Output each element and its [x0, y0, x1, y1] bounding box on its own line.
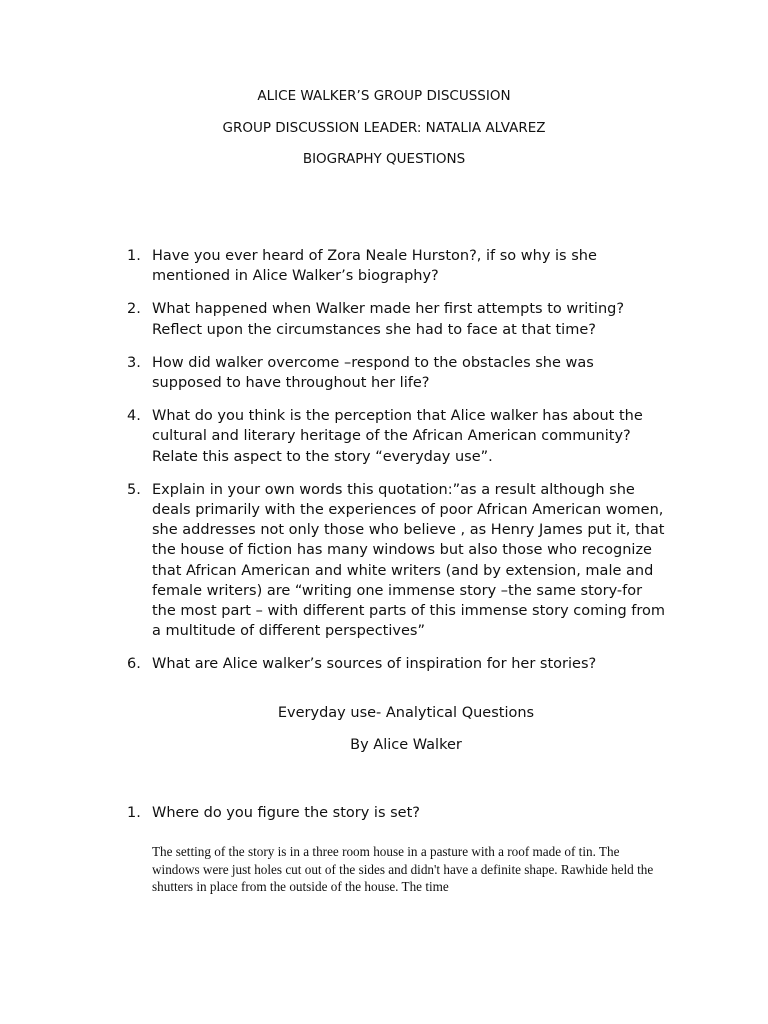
question-text: Where do you figure the story is set? — [152, 805, 420, 821]
item-number: 5. — [127, 481, 141, 498]
discussion-leader: GROUP DISCUSSION LEADER: NATALIA ALVAREZ — [222, 120, 546, 136]
item-number: 6. — [127, 656, 141, 673]
question-text: What do you think is the perception that Alice walker has about the cultural and literary heritage of the African American community? Relate this aspect to the story “everyday use”. — [152, 408, 643, 465]
biography-question-list — [127, 246, 667, 688]
question-text: Have you ever heard of Zora Neale Hurston?, if so why is she mentioned in Alice Walker’s biography? — [152, 248, 597, 285]
item-number: 2. — [127, 301, 141, 318]
item-number: 1. — [127, 248, 141, 264]
question-text: What are Alice walker’s sources of inspiration for her stories? — [152, 656, 597, 673]
list-item — [127, 480, 667, 642]
question-text: How did walker overcome –respond to the obstacles she was supposed to have throughout her life? — [152, 354, 594, 392]
analytical-question-list — [127, 803, 667, 836]
section-title-analytical: Everyday use- Analytical Questions — [277, 705, 535, 721]
list-item — [127, 406, 667, 467]
list-item — [127, 246, 667, 286]
document-title: ALICE WALKER’S GROUP DISCUSSION — [257, 88, 511, 104]
item-number: 1. — [127, 805, 141, 821]
question-text: What happened when Walker made her first attempts to writing? Reflect upon the circumstances she had to face at that time? — [152, 301, 625, 338]
question-text: Explain in your own words this quotation:”as a result although she deals primarily with the experiences of poor African American women, she addresses not only those who believe , as Henry James put it, that the house of fiction has many windows but also those who recognize that African American and white writers (and by extension, male and female writers) are “writing one immense story –the same story-for the most part – with different parts of this immense story coming from a multitude of different perspectives” — [152, 481, 666, 640]
item-number: 3. — [127, 354, 141, 371]
list-item — [127, 353, 667, 393]
list-item — [127, 654, 667, 674]
list-item — [127, 803, 667, 823]
section-title-biography: BIOGRAPHY QUESTIONS — [302, 151, 466, 167]
answer-paragraph: The setting of the story is in a three room house in a pasture with a roof made of tin. The windows were just holes cut out of the sides and didn't have a definite shape. Rawhide held the shutters in place from the outside of the house. The time — [152, 844, 654, 894]
item-number: 4. — [127, 408, 141, 425]
list-item — [127, 299, 667, 339]
section-byline: By Alice Walker — [350, 737, 462, 753]
